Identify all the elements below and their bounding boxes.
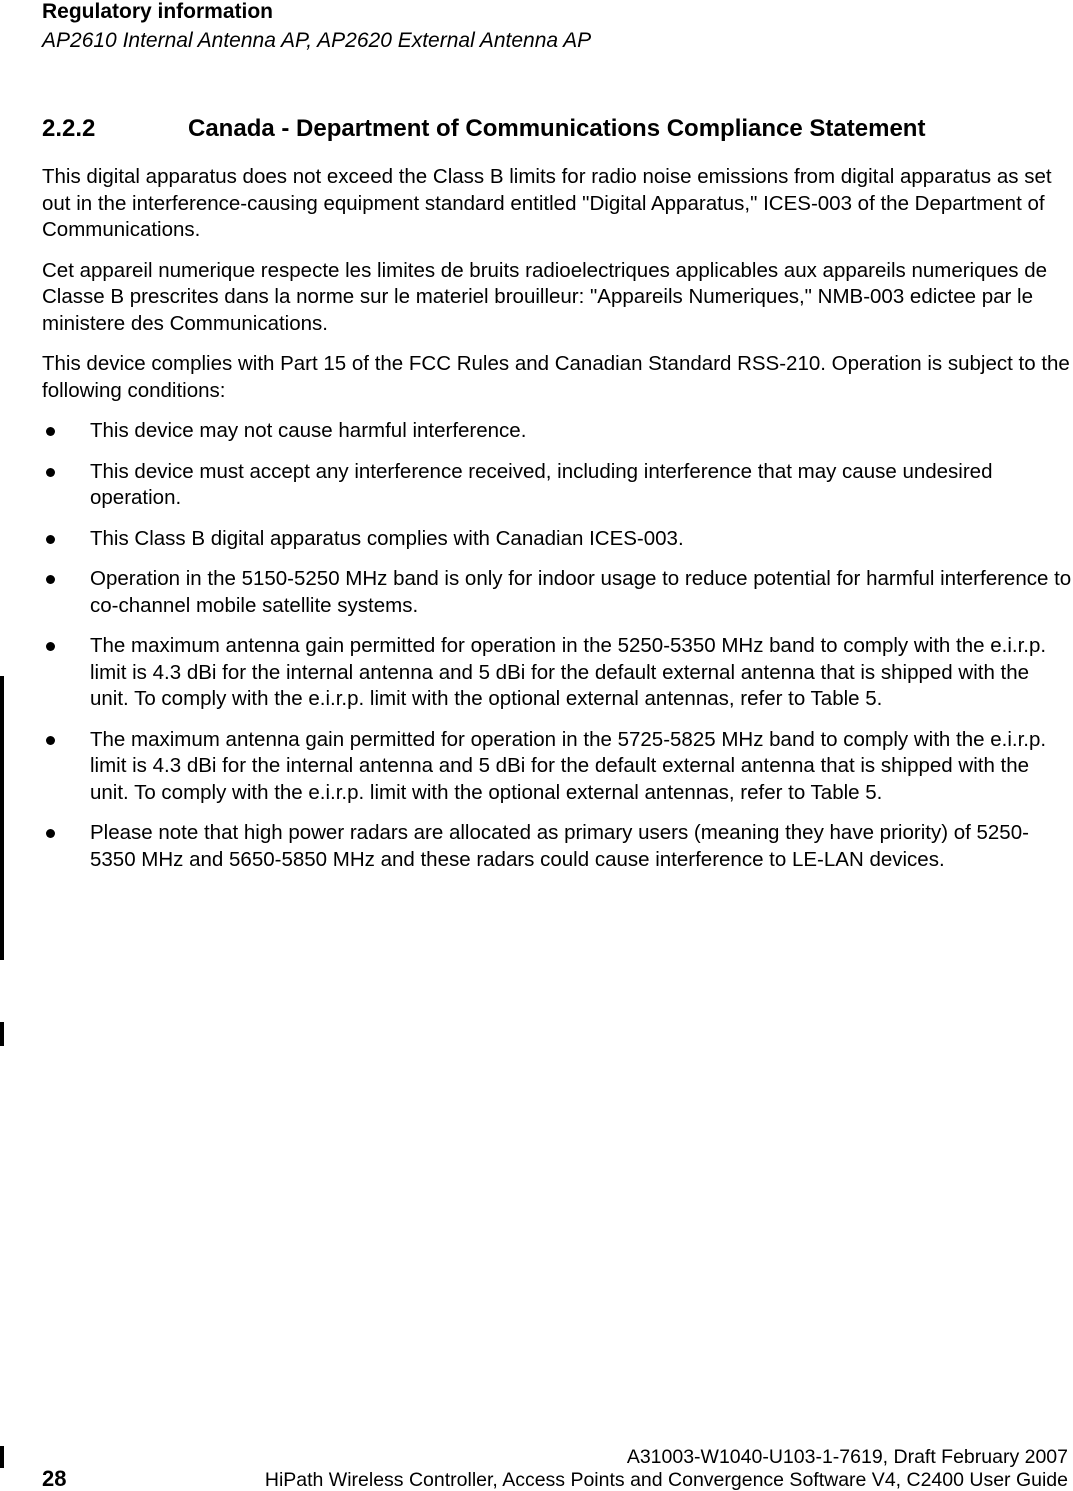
section-number: 2.2.2	[42, 115, 96, 142]
bullet-icon	[46, 535, 55, 544]
list-item: Please note that high power radars are allocated as primary users (meaning they have priority) of 5250-5350 MHz and 5650-5850 MHz and these radars could cause interference to LE-LAN devices.	[42, 820, 1072, 873]
list-item: The maximum antenna gain permitted for operation in the 5725-5825 MHz band to comply with the e.i.r.p. limit is 4.3 dBi for the internal antenna and 5 dBi for the default external antenna that is shipped with the unit. To comply with the e.i.r.p. limit with the optional external antennas, refer to Table 5.	[42, 727, 1072, 807]
change-bar	[0, 1022, 4, 1046]
bullet-icon	[46, 829, 55, 838]
bullet-icon	[46, 642, 55, 651]
section-heading	[42, 114, 925, 144]
paragraph-ices: This digital apparatus does not exceed the Class B limits for radio noise emissions from digital apparatus as set out in the interference-causing equipment standard entitled "Digital Apparatus," ICES-003 of the Department of Communications.	[42, 165, 1052, 241]
paragraph-french: Cet appareil numerique respecte les limites de bruits radioelectriques applicables aux appareils numeriques de Classe B prescrites dans la norme sur le materiel brouilleur: "Appareils Numeriques," NMB-003 edictee par le ministere des Communications.	[42, 258, 1048, 335]
change-bar	[0, 1446, 4, 1468]
list-item: This device must accept any interference received, including interference that may cause undesired operation.	[42, 459, 1072, 512]
footer-document-id: A31003-W1040-U103-1-7619, Draft February 2007	[626, 1446, 1068, 1468]
page-number: 28	[42, 1466, 67, 1491]
section-body	[42, 164, 1072, 887]
list-item: The maximum antenna gain permitted for operation in the 5250-5350 MHz band to comply with the e.i.r.p. limit is 4.3 dBi for the internal antenna and 5 dBi for the default external antenna that is shipped with the unit. To comply with the e.i.r.p. limit with the optional external antennas, refer to Table 5.	[42, 633, 1072, 713]
list-item: This Class B digital apparatus complies with Canadian ICES-003.	[42, 526, 1072, 553]
change-bar	[0, 676, 4, 960]
list-item: Operation in the 5150-5250 MHz band is only for indoor usage to reduce potential for harmful interference to co-channel mobile satellite systems.	[42, 566, 1072, 619]
bullet-icon	[46, 468, 55, 477]
conditions-list	[42, 418, 1072, 873]
bullet-icon	[46, 427, 55, 436]
section-title: Canada - Department of Communications Compliance Statement	[188, 115, 926, 142]
bullet-icon	[46, 736, 55, 745]
paragraph-fcc: This device complies with Part 15 of the FCC Rules and Canadian Standard RSS-210. Operation is subject to the following conditions:	[42, 352, 1070, 402]
running-header-subtitle: AP2610 Internal Antenna AP, AP2620 External Antenna AP	[42, 29, 592, 52]
running-header-title: Regulatory information	[42, 0, 274, 23]
list-item: This device may not cause harmful interference.	[42, 418, 1072, 445]
footer-guide-title: HiPath Wireless Controller, Access Points and Convergence Software V4, C2400 User Guide	[264, 1469, 1068, 1491]
bullet-icon	[46, 575, 55, 584]
